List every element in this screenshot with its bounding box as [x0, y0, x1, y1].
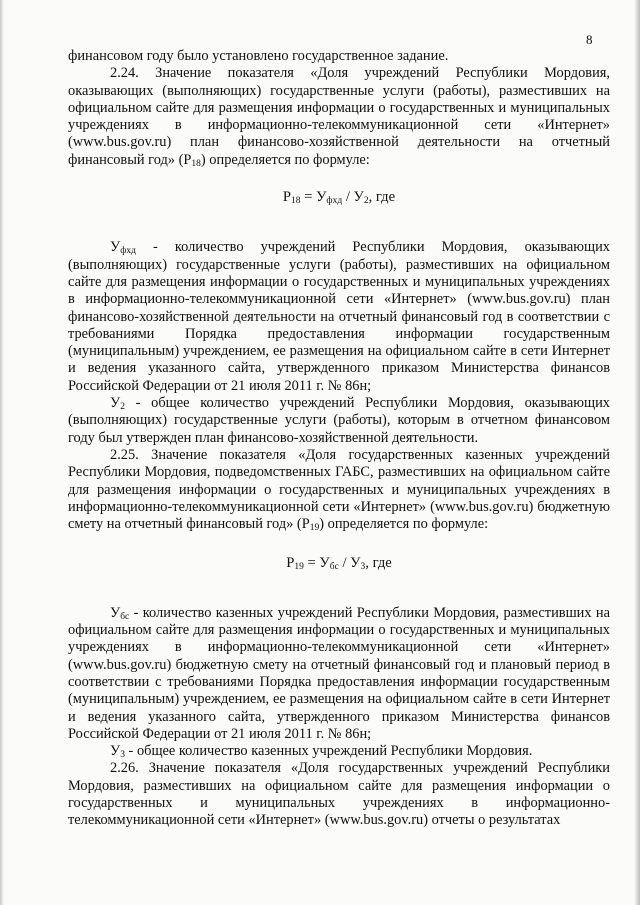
definition-u3: $У_3$ - общее количество казенных учреждений Республики Мордовия. — [110, 743, 533, 761]
formula-p19: $Р_{19} = У_{бс} / У_3$, где — [286, 555, 392, 573]
document-body — [68, 48, 610, 830]
definition-u-bs: $У_{бс}$ - количество казенных учреждений Республики Мордовия, разместивших на официальном сайте для размещения информации о государственных и муниципальных учреждениях в информационно-телекоммуникационной сети «Интернет» (www.bus.gov.ru) бюджетную смету на отчетный финансовый год и плановый период в соответствии с требованиями Порядка предоставления информации государственным (муниципальным) учреждением, ее размещения на официальном сайте в сети Интернет и ведения указанного сайта, утвержденного приказом Министерства финансов Российской Федерации от 21 июля 2011 г. № 86н; — [68, 604, 610, 742]
paragraph-continuation: финансовом году было установлено государственное задание. — [68, 48, 449, 64]
page-number: 8 — [586, 32, 593, 47]
paragraph-2-24: 2.24. Значение показателя «Доля учреждений Республики Мордовия, оказывающих (выполняющих) государственные услуги (работы), разместивших на официальном сайте для размещения информации о государственных и муниципальных учреждениях в информационно-телекоммуникационной сети «Интернет» (www.bus.gov.ru) план финансово-хозяйственной деятельности на отчетный финансовый год» $(Р_{18})$ определяется по формуле: — [68, 65, 610, 169]
definition-u2: $У_2$ - общее количество учреждений Республики Мордовия, оказывающих (выполняющих) государственные услуги (работы), которым в отчетном финансовом году был утвержден план финансово-хозяйственной деятельности. — [68, 395, 610, 446]
definition-u-fhd: $У_{фхд}$ - количество учреждений Республики Мордовия, оказывающих (выполняющих) государственные услуги (работы), разместивших на официальном сайте для размещения информации о государственных и муниципальных учреждениях в информационно-телекоммуникационной сети «Интернет» (www.bus.gov.ru) план финансово-хозяйственной деятельности на отчетный финансовый год в соответствии с требованиями Порядка предоставления информации государственным (муниципальным) учреждением, ее размещения на официальном сайте в сети Интернет и ведения указанного сайта, утвержденного приказом Министерства финансов Российской Федерации от 21 июля 2011 г. № 86н; — [68, 239, 610, 394]
scan-edge-left — [0, 0, 4, 905]
formula-p18: $Р_{18} = У_{фхд} / У_2$, где — [282, 189, 396, 207]
scan-edge-right — [634, 0, 640, 905]
paragraph-2-25: 2.25. Значение показателя «Доля государственных казенных учреждений Республики Мордовия, подведомственных ГАБС, разместивших на официальном сайте для размещения информации о государственных и муниципальных учреждениях в информационно-телекоммуникационной сети «Интернет» (www.bus.gov.ru) бюджетную смету на отчетный финансовый год» $(Р_{19})$ определяется по формуле: — [68, 446, 610, 534]
paragraph-2-26: 2.26. Значение показателя «Доля государственных учреждений Республики Мордовия, разместивших на официальном сайте для размещения информации о государственных и муниципальных учреждениях в информационно-телекоммуникационной сети «Интернет» (www.bus.gov.ru) отчеты о результатах — [68, 760, 610, 829]
